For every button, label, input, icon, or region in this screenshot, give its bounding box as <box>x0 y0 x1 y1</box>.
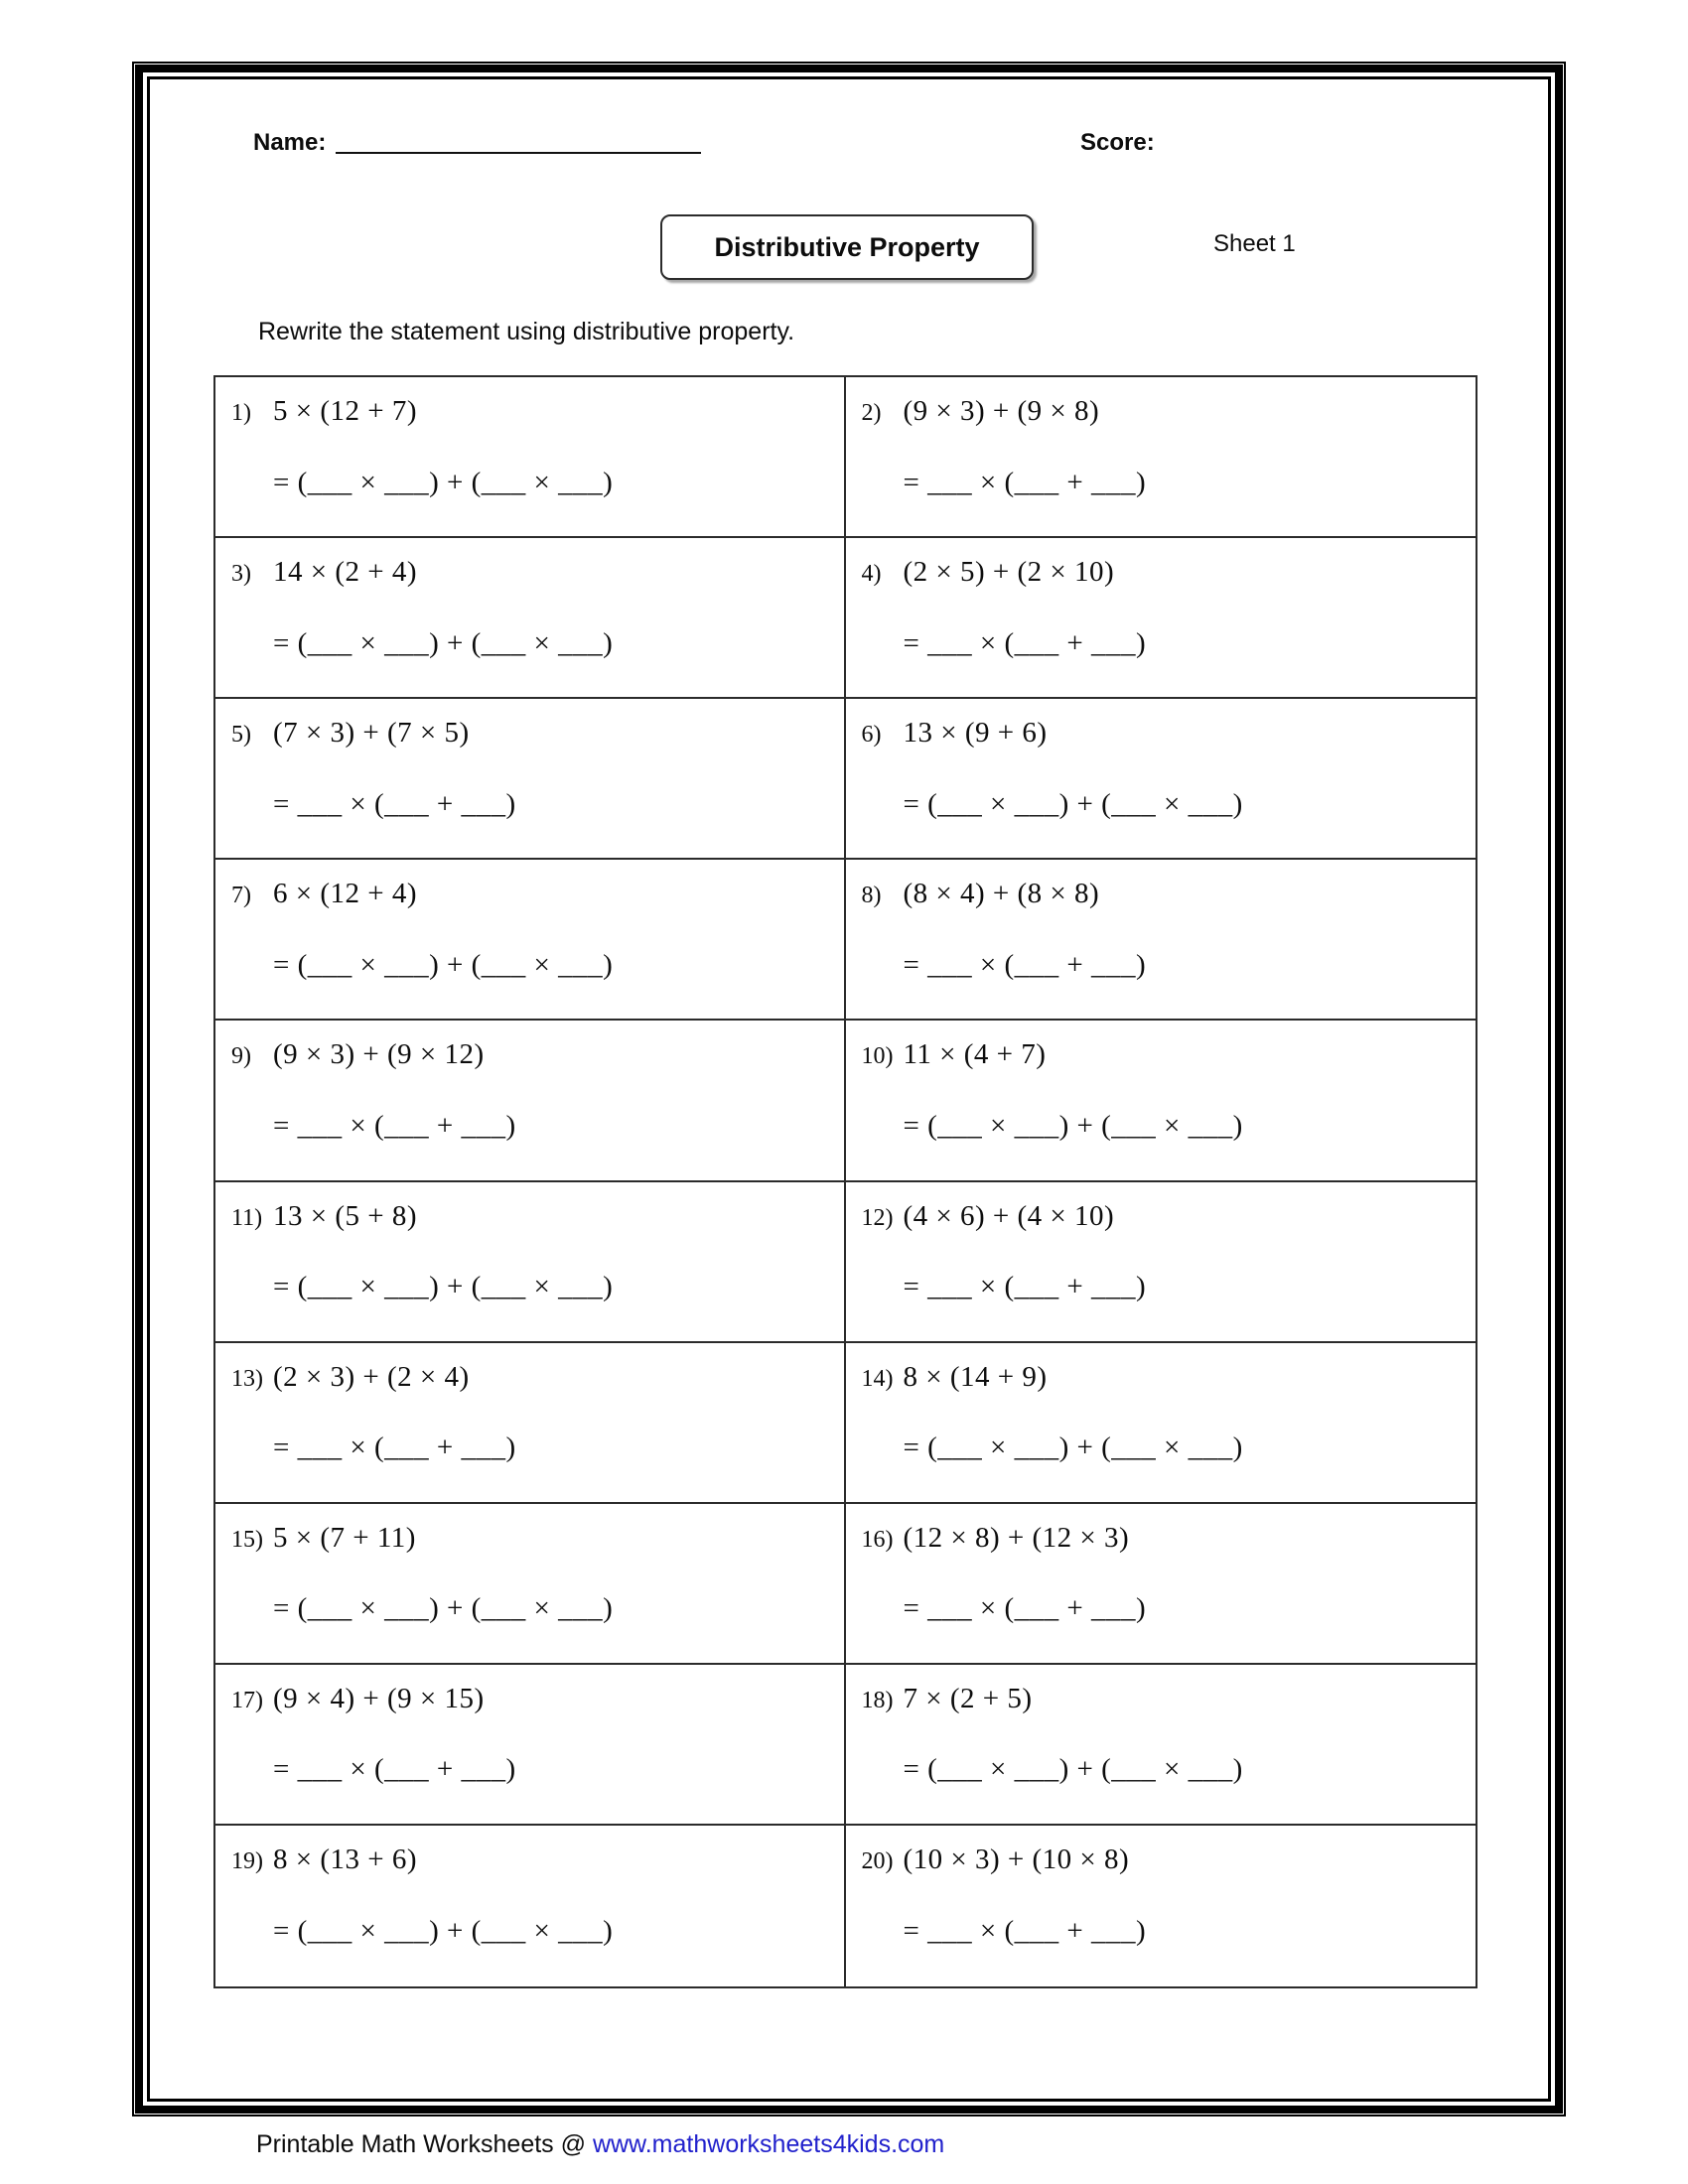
problem-expression: (2 × 5) + (2 × 10) <box>903 556 1115 589</box>
answer-line: = (___ × ___) + (___ × ___) <box>273 1592 614 1625</box>
problem-expression: 13 × (5 + 8) <box>273 1199 418 1232</box>
problem-expression: 7 × (2 + 5) <box>903 1682 1033 1714</box>
problem-expression: 13 × (9 + 6) <box>903 717 1048 750</box>
problem-number: 13) <box>231 1365 263 1392</box>
problem-number: 10) <box>861 1043 894 1070</box>
name-row <box>253 129 701 157</box>
problem-number: 6) <box>861 722 882 749</box>
answer-line: = ___ × (___ + ___) <box>903 1914 1147 1947</box>
answer-line: = ___ × (___ + ___) <box>273 1753 516 1786</box>
problem-cell <box>846 1504 1477 1665</box>
problem-expression: 6 × (12 + 4) <box>273 878 418 910</box>
problem-expression: (9 × 4) + (9 × 15) <box>273 1682 485 1714</box>
problem-number: 18) <box>861 1687 894 1713</box>
answer-line: = (___ × ___) + (___ × ___) <box>273 948 614 981</box>
problem-expression: (8 × 4) + (8 × 8) <box>903 878 1100 910</box>
problem-cell <box>846 1665 1477 1826</box>
title-box <box>660 214 1034 280</box>
problem-expression: 8 × (14 + 9) <box>903 1360 1048 1393</box>
problem-expression: (7 × 3) + (7 × 5) <box>273 717 470 750</box>
problem-number: 9) <box>231 1043 251 1070</box>
problem-number: 11) <box>231 1204 263 1231</box>
problem-expression: 5 × (12 + 7) <box>273 395 418 427</box>
problem-cell <box>215 1665 846 1826</box>
answer-line: = ___ × (___ + ___) <box>903 1592 1147 1625</box>
problem-expression: (10 × 3) + (10 × 8) <box>903 1843 1130 1875</box>
answer-line: = ___ × (___ + ___) <box>903 626 1147 659</box>
problem-number: 14) <box>861 1365 894 1392</box>
problem-expression: (2 × 3) + (2 × 4) <box>273 1360 470 1393</box>
problem-number: 7) <box>231 883 251 909</box>
page-title: Distributive Property <box>714 231 980 262</box>
problem-expression: (9 × 3) + (9 × 8) <box>903 395 1100 427</box>
problem-number: 16) <box>861 1526 894 1553</box>
problem-cell <box>846 699 1477 860</box>
problem-number: 12) <box>861 1204 894 1231</box>
score-label: Score: <box>1080 129 1155 156</box>
problem-cell <box>215 377 846 538</box>
problem-cell <box>215 538 846 699</box>
problem-cell <box>215 1504 846 1665</box>
answer-line: = ___ × (___ + ___) <box>903 948 1147 981</box>
problem-cell <box>846 1826 1477 1986</box>
problem-cell <box>215 1826 846 1986</box>
instruction-text: Rewrite the statement using distributive property. <box>258 318 795 345</box>
problem-number: 4) <box>861 561 882 588</box>
problem-cell <box>846 538 1477 699</box>
problem-cell <box>215 860 846 1021</box>
problem-expression: 8 × (13 + 6) <box>273 1843 418 1875</box>
footer-text: Printable Math Worksheets @ <box>256 2130 593 2158</box>
problem-cell <box>215 1343 846 1504</box>
name-label: Name: <box>253 129 327 156</box>
problem-number: 8) <box>861 883 882 909</box>
problem-cell <box>215 1182 846 1343</box>
name-underline <box>336 152 701 154</box>
problem-number: 5) <box>231 722 251 749</box>
answer-line: = (___ × ___) + (___ × ___) <box>273 466 614 498</box>
problem-number: 17) <box>231 1687 263 1713</box>
problem-cell <box>846 1021 1477 1181</box>
problem-number: 15) <box>231 1526 263 1553</box>
answer-line: = (___ × ___) + (___ × ___) <box>273 626 614 659</box>
problem-number: 3) <box>231 561 251 588</box>
answer-line: = ___ × (___ + ___) <box>273 1110 516 1143</box>
footer <box>256 2130 944 2159</box>
problem-number: 1) <box>231 400 251 426</box>
problem-expression: (12 × 8) + (12 × 3) <box>903 1521 1130 1554</box>
problem-expression: (4 × 6) + (4 × 10) <box>903 1199 1115 1232</box>
problem-expression: 5 × (7 + 11) <box>273 1521 416 1554</box>
problem-cell <box>215 1021 846 1181</box>
problem-expression: 11 × (4 + 7) <box>903 1038 1047 1071</box>
answer-line: = (___ × ___) + (___ × ___) <box>903 1753 1243 1786</box>
problems-table <box>213 375 1477 1988</box>
answer-line: = (___ × ___) + (___ × ___) <box>903 1432 1243 1464</box>
problem-cell <box>846 377 1477 538</box>
answer-line: = ___ × (___ + ___) <box>273 1432 516 1464</box>
problem-expression: (9 × 3) + (9 × 12) <box>273 1038 485 1071</box>
problem-number: 19) <box>231 1847 263 1874</box>
problem-number: 2) <box>861 400 882 426</box>
footer-link[interactable]: www.mathworksheets4kids.com <box>592 2130 945 2158</box>
problem-cell <box>846 1182 1477 1343</box>
answer-line: = (___ × ___) + (___ × ___) <box>903 1110 1243 1143</box>
answer-line: = ___ × (___ + ___) <box>903 1271 1147 1303</box>
problem-number: 20) <box>861 1847 894 1874</box>
sheet-label: Sheet 1 <box>1213 230 1296 257</box>
problem-cell <box>215 699 846 860</box>
problem-cell <box>846 860 1477 1021</box>
answer-line: = ___ × (___ + ___) <box>903 466 1147 498</box>
problem-expression: 14 × (2 + 4) <box>273 556 418 589</box>
answer-line: = ___ × (___ + ___) <box>273 787 516 820</box>
answer-line: = (___ × ___) + (___ × ___) <box>273 1271 614 1303</box>
answer-line: = (___ × ___) + (___ × ___) <box>273 1914 614 1947</box>
problem-cell <box>846 1343 1477 1504</box>
answer-line: = (___ × ___) + (___ × ___) <box>903 787 1243 820</box>
